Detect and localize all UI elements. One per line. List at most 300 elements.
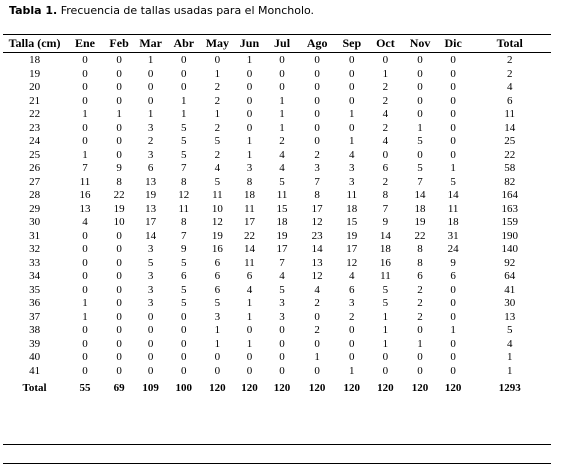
count-cell: 0	[279, 364, 285, 377]
count-cell: 4	[349, 270, 355, 283]
count-cell: 8	[181, 216, 187, 229]
count-cell: 41	[504, 283, 516, 296]
count-cell: 9	[181, 243, 187, 256]
count-cell: 0	[181, 54, 187, 67]
table-row	[3, 365, 551, 379]
count-cell: 3	[279, 297, 285, 310]
count-cell: 1	[181, 94, 187, 107]
column-header: Jul	[274, 36, 291, 50]
count-cell: 13	[79, 202, 91, 215]
count-cell: 11	[346, 189, 358, 202]
count-cell: 92	[504, 256, 516, 269]
count-cell: 1	[82, 297, 88, 310]
count-cell: 19	[414, 216, 426, 229]
table-row	[3, 284, 551, 298]
count-cell: 0	[116, 67, 122, 80]
count-cell: 5	[214, 135, 221, 148]
count-cell: 1	[349, 108, 355, 121]
count-cell: 0	[181, 324, 187, 337]
count-cell: 16	[211, 243, 223, 256]
count-cell: 0	[450, 310, 456, 323]
table-row	[3, 108, 551, 122]
count-cell: 0	[82, 135, 88, 148]
count-cell: 31	[447, 229, 459, 242]
count-cell: 0	[116, 270, 122, 283]
count-cell: 11	[504, 108, 515, 121]
count-cell: 19	[276, 229, 288, 242]
size-cell: 32	[29, 243, 41, 256]
column-header: Jun	[239, 36, 260, 50]
count-cell: 0	[349, 121, 355, 134]
count-cell: 2	[279, 135, 285, 148]
column-header: Sep	[342, 36, 362, 50]
count-cell: 17	[243, 216, 255, 229]
count-cell: 6	[417, 270, 423, 283]
count-cell: 0	[417, 324, 423, 337]
total-cell: 100	[175, 381, 193, 394]
count-cell: 4	[214, 162, 221, 175]
count-cell: 8	[246, 175, 253, 188]
count-cell: 0	[116, 351, 122, 364]
total-cell: 120	[308, 381, 326, 394]
count-cell: 1	[279, 108, 285, 121]
count-cell: 2	[417, 310, 423, 323]
count-cell: 0	[116, 243, 122, 256]
count-cell: 0	[116, 54, 122, 67]
size-cell: 41	[29, 364, 41, 377]
count-cell: 13	[145, 175, 157, 188]
count-cell: 11	[380, 270, 391, 283]
count-cell: 0	[147, 67, 154, 80]
count-cell: 5	[147, 256, 154, 269]
count-cell: 1	[246, 54, 253, 67]
size-cell: 23	[29, 121, 41, 134]
count-cell: 5	[382, 297, 389, 310]
count-cell: 3	[349, 162, 355, 175]
count-cell: 3	[349, 175, 355, 188]
count-cell: 18	[379, 243, 391, 256]
count-cell: 9	[116, 162, 122, 175]
bottom-rule	[3, 463, 551, 464]
count-cell: 0	[450, 337, 456, 350]
count-cell: 0	[450, 297, 456, 310]
count-cell: 30	[504, 297, 516, 310]
size-cell: 18	[29, 54, 41, 67]
column-header: Ene	[74, 36, 95, 50]
count-cell: 11	[447, 202, 459, 215]
size-cell: 35	[29, 283, 41, 296]
count-cell: 1	[82, 310, 88, 323]
count-cell: 17	[346, 243, 358, 256]
count-cell: 2	[382, 121, 389, 134]
count-cell: 0	[314, 364, 320, 377]
count-cell: 5	[181, 148, 187, 161]
count-cell: 6	[382, 162, 389, 175]
count-cell: 0	[450, 121, 456, 134]
count-cell: 11	[244, 256, 255, 269]
count-cell: 5	[181, 121, 187, 134]
size-cell: 26	[29, 162, 41, 175]
count-cell: 0	[116, 121, 122, 134]
count-cell: 18	[346, 202, 358, 215]
count-cell: 0	[417, 67, 423, 80]
count-cell: 2	[147, 135, 154, 148]
size-cell: 38	[29, 324, 41, 337]
count-cell: 0	[246, 324, 253, 337]
count-cell: 4	[382, 108, 389, 121]
count-cell: 1	[181, 108, 187, 121]
count-cell: 15	[346, 216, 358, 229]
count-cell: 1	[246, 148, 253, 161]
total-cell: 120	[377, 381, 394, 394]
count-cell: 0	[450, 364, 456, 377]
count-cell: 5	[181, 283, 187, 296]
count-cell: 11	[276, 189, 288, 202]
count-cell: 11	[79, 175, 91, 188]
count-cell: 4	[279, 148, 285, 161]
count-cell: 0	[116, 256, 122, 269]
count-cell: 82	[504, 175, 516, 188]
caption-label: Tabla 1.	[9, 4, 58, 17]
count-cell: 11	[178, 202, 190, 215]
count-cell: 1	[382, 310, 389, 323]
count-cell: 22	[414, 229, 426, 242]
count-cell: 18	[414, 202, 426, 215]
count-cell: 0	[279, 337, 285, 350]
count-cell: 0	[147, 337, 154, 350]
count-cell: 5	[279, 283, 285, 296]
count-cell: 17	[311, 202, 323, 215]
count-cell: 22	[243, 229, 255, 242]
size-cell: 22	[29, 108, 41, 121]
count-cell: 0	[82, 270, 88, 283]
count-cell: 0	[349, 337, 355, 350]
column-header: Ago	[306, 36, 328, 50]
count-cell: 159	[501, 216, 518, 229]
count-cell: 7	[279, 256, 285, 269]
count-cell: 164	[501, 189, 518, 202]
count-cell: 0	[82, 364, 88, 377]
count-cell: 1	[246, 337, 253, 350]
count-cell: 7	[82, 162, 88, 175]
count-cell: 14	[311, 243, 323, 256]
count-cell: 0	[349, 67, 355, 80]
count-cell: 4	[246, 283, 253, 296]
count-cell: 0	[214, 54, 221, 67]
count-cell: 24	[447, 243, 459, 256]
count-cell: 1	[214, 337, 221, 350]
count-cell: 0	[314, 81, 320, 94]
count-cell: 0	[181, 351, 187, 364]
count-cell: 2	[506, 54, 513, 67]
count-cell: 3	[314, 162, 320, 175]
count-cell: 0	[116, 297, 122, 310]
total-cell: 120	[273, 381, 291, 394]
count-cell: 3	[214, 310, 221, 323]
count-cell: 0	[246, 351, 253, 364]
count-cell: 3	[147, 283, 154, 296]
count-cell: 1	[450, 324, 456, 337]
count-cell: 0	[147, 81, 154, 94]
count-cell: 3	[147, 270, 154, 283]
count-cell: 5	[506, 324, 513, 337]
count-cell: 0	[279, 351, 285, 364]
count-cell: 5	[181, 135, 187, 148]
count-cell: 1	[147, 54, 154, 67]
count-cell: 1	[417, 337, 423, 350]
count-cell: 1	[314, 351, 320, 364]
size-cell: 33	[29, 256, 41, 269]
count-cell: 58	[504, 162, 516, 175]
count-cell: 25	[504, 135, 516, 148]
count-cell: 3	[147, 243, 154, 256]
count-cell: 2	[314, 148, 320, 161]
count-cell: 11	[212, 189, 223, 202]
count-cell: 4	[382, 135, 389, 148]
count-cell: 1	[382, 337, 389, 350]
count-cell: 0	[382, 351, 389, 364]
count-cell: 12	[211, 216, 223, 229]
table-row	[3, 95, 551, 109]
size-cell: 27	[29, 175, 41, 188]
count-cell: 11	[244, 202, 255, 215]
count-cell: 0	[349, 81, 355, 94]
count-cell: 2	[382, 94, 389, 107]
table-row	[3, 216, 551, 230]
count-cell: 4	[506, 337, 513, 350]
count-cell: 19	[346, 229, 358, 242]
size-cell: 36	[29, 297, 41, 310]
count-cell: 23	[311, 229, 323, 242]
count-cell: 0	[82, 121, 88, 134]
count-cell: 17	[276, 243, 288, 256]
totals-rule	[3, 444, 551, 445]
count-cell: 7	[181, 162, 187, 175]
table-row	[3, 176, 551, 190]
count-cell: 0	[181, 67, 187, 80]
count-cell: 7	[417, 175, 423, 188]
count-cell: 5	[214, 297, 221, 310]
count-cell: 8	[417, 243, 423, 256]
count-cell: 1	[506, 351, 513, 364]
count-cell: 0	[82, 283, 88, 296]
count-cell: 190	[501, 229, 518, 242]
count-cell: 1	[147, 108, 154, 121]
count-cell: 0	[82, 94, 88, 107]
table-row	[3, 338, 551, 352]
size-cell: 21	[29, 94, 41, 107]
count-cell: 0	[116, 148, 122, 161]
count-cell: 1	[82, 108, 88, 121]
count-cell: 0	[450, 54, 456, 67]
count-cell: 5	[417, 135, 423, 148]
table-row	[3, 135, 551, 149]
count-cell: 13	[311, 256, 323, 269]
count-cell: 16	[79, 189, 91, 202]
table-caption	[9, 4, 314, 17]
count-cell: 4	[279, 162, 285, 175]
count-cell: 5	[382, 283, 389, 296]
count-cell: 19	[211, 229, 223, 242]
count-cell: 14	[379, 229, 391, 242]
count-cell: 0	[147, 94, 154, 107]
count-cell: 8	[181, 175, 187, 188]
count-cell: 0	[450, 67, 456, 80]
count-cell: 3	[246, 162, 253, 175]
count-cell: 0	[147, 310, 154, 323]
count-cell: 17	[145, 216, 157, 229]
count-cell: 0	[82, 351, 88, 364]
total-cell: 120	[411, 381, 429, 394]
count-cell: 5	[181, 256, 187, 269]
column-header: Feb	[109, 36, 129, 50]
count-cell: 7	[382, 202, 389, 215]
count-cell: 4	[314, 283, 320, 296]
count-cell: 0	[450, 94, 456, 107]
count-cell: 12	[178, 189, 190, 202]
table-row	[3, 324, 551, 338]
count-cell: 1	[82, 148, 88, 161]
count-cell: 2	[314, 324, 320, 337]
size-cell: 28	[29, 189, 41, 202]
column-header: Dic	[444, 36, 462, 50]
count-cell: 8	[314, 189, 320, 202]
size-cell: 34	[29, 270, 41, 283]
count-cell: 1	[382, 324, 389, 337]
count-cell: 0	[314, 135, 320, 148]
count-cell: 4	[82, 216, 88, 229]
count-cell: 3	[147, 148, 154, 161]
count-cell: 1	[450, 162, 456, 175]
count-cell: 0	[116, 283, 122, 296]
table-row	[3, 257, 551, 271]
count-cell: 0	[417, 364, 423, 377]
count-cell: 6	[147, 162, 154, 175]
count-cell: 8	[417, 256, 423, 269]
count-cell: 2	[214, 148, 221, 161]
count-cell: 7	[181, 229, 187, 242]
table-row	[3, 203, 551, 217]
count-cell: 0	[82, 256, 88, 269]
size-cell: 37	[29, 310, 41, 323]
column-header: Oct	[376, 36, 395, 50]
count-cell: 22	[504, 148, 516, 161]
count-cell: 0	[214, 351, 221, 364]
count-cell: 4	[279, 270, 285, 283]
count-cell: 0	[314, 121, 320, 134]
size-cell: 39	[29, 337, 41, 350]
count-cell: 0	[349, 94, 355, 107]
header-row	[3, 35, 551, 52]
totals-label: Total	[22, 381, 47, 394]
count-cell: 0	[417, 351, 423, 364]
count-cell: 0	[181, 364, 187, 377]
count-cell: 3	[147, 297, 154, 310]
count-cell: 0	[82, 337, 88, 350]
count-cell: 6	[506, 94, 513, 107]
count-cell: 0	[314, 310, 320, 323]
count-cell: 1	[506, 364, 513, 377]
count-cell: 15	[276, 202, 288, 215]
size-cell: 25	[29, 148, 41, 161]
count-cell: 1	[279, 94, 285, 107]
count-cell: 0	[417, 54, 423, 67]
count-cell: 0	[450, 81, 456, 94]
count-cell: 16	[379, 256, 391, 269]
count-cell: 0	[246, 121, 253, 134]
count-cell: 5	[214, 175, 221, 188]
count-cell: 0	[82, 67, 88, 80]
count-cell: 0	[349, 324, 355, 337]
count-cell: 6	[349, 283, 355, 296]
table-row	[3, 162, 551, 176]
count-cell: 2	[417, 283, 423, 296]
size-cell: 19	[29, 67, 41, 80]
count-cell: 0	[314, 67, 320, 80]
count-cell: 4	[349, 148, 355, 161]
total-cell: 120	[241, 381, 258, 394]
totals-row	[3, 378, 551, 397]
count-cell: 0	[82, 243, 88, 256]
count-cell: 1	[349, 364, 355, 377]
count-cell: 14	[145, 229, 157, 242]
count-cell: 2	[214, 121, 221, 134]
table-row	[3, 311, 551, 325]
count-cell: 0	[181, 337, 187, 350]
count-cell: 0	[116, 81, 122, 94]
size-cell: 40	[29, 351, 41, 364]
table-row	[3, 81, 551, 95]
count-cell: 0	[279, 324, 285, 337]
count-cell: 0	[181, 310, 187, 323]
count-cell: 3	[349, 297, 355, 310]
count-cell: 10	[113, 216, 125, 229]
count-cell: 0	[116, 324, 122, 337]
count-cell: 22	[113, 189, 125, 202]
count-cell: 0	[246, 81, 253, 94]
count-cell: 14	[447, 189, 459, 202]
caption-text: Frecuencia de tallas usadas para el Moncholo.	[60, 4, 315, 17]
count-cell: 2	[214, 94, 221, 107]
count-cell: 6	[246, 270, 253, 283]
count-cell: 5	[279, 175, 285, 188]
count-cell: 6	[450, 270, 456, 283]
count-cell: 0	[417, 148, 423, 161]
count-cell: 0	[147, 364, 154, 377]
count-cell: 18	[276, 216, 288, 229]
count-cell: 2	[417, 297, 423, 310]
count-cell: 0	[82, 81, 88, 94]
count-cell: 0	[246, 364, 253, 377]
column-header: Mar	[139, 36, 162, 50]
count-cell: 8	[382, 189, 389, 202]
count-cell: 0	[450, 351, 456, 364]
table-row	[3, 297, 551, 311]
count-cell: 5	[181, 297, 187, 310]
count-cell: 0	[417, 108, 423, 121]
count-cell: 0	[450, 148, 456, 161]
count-cell: 12	[346, 256, 358, 269]
count-cell: 18	[447, 216, 459, 229]
count-cell: 0	[116, 135, 122, 148]
count-cell: 0	[382, 54, 389, 67]
count-cell: 1	[246, 297, 253, 310]
count-cell: 12	[311, 216, 323, 229]
count-cell: 1	[246, 135, 253, 148]
column-header: Total	[496, 36, 523, 50]
count-cell: 6	[214, 283, 221, 296]
count-cell: 4	[506, 81, 513, 94]
